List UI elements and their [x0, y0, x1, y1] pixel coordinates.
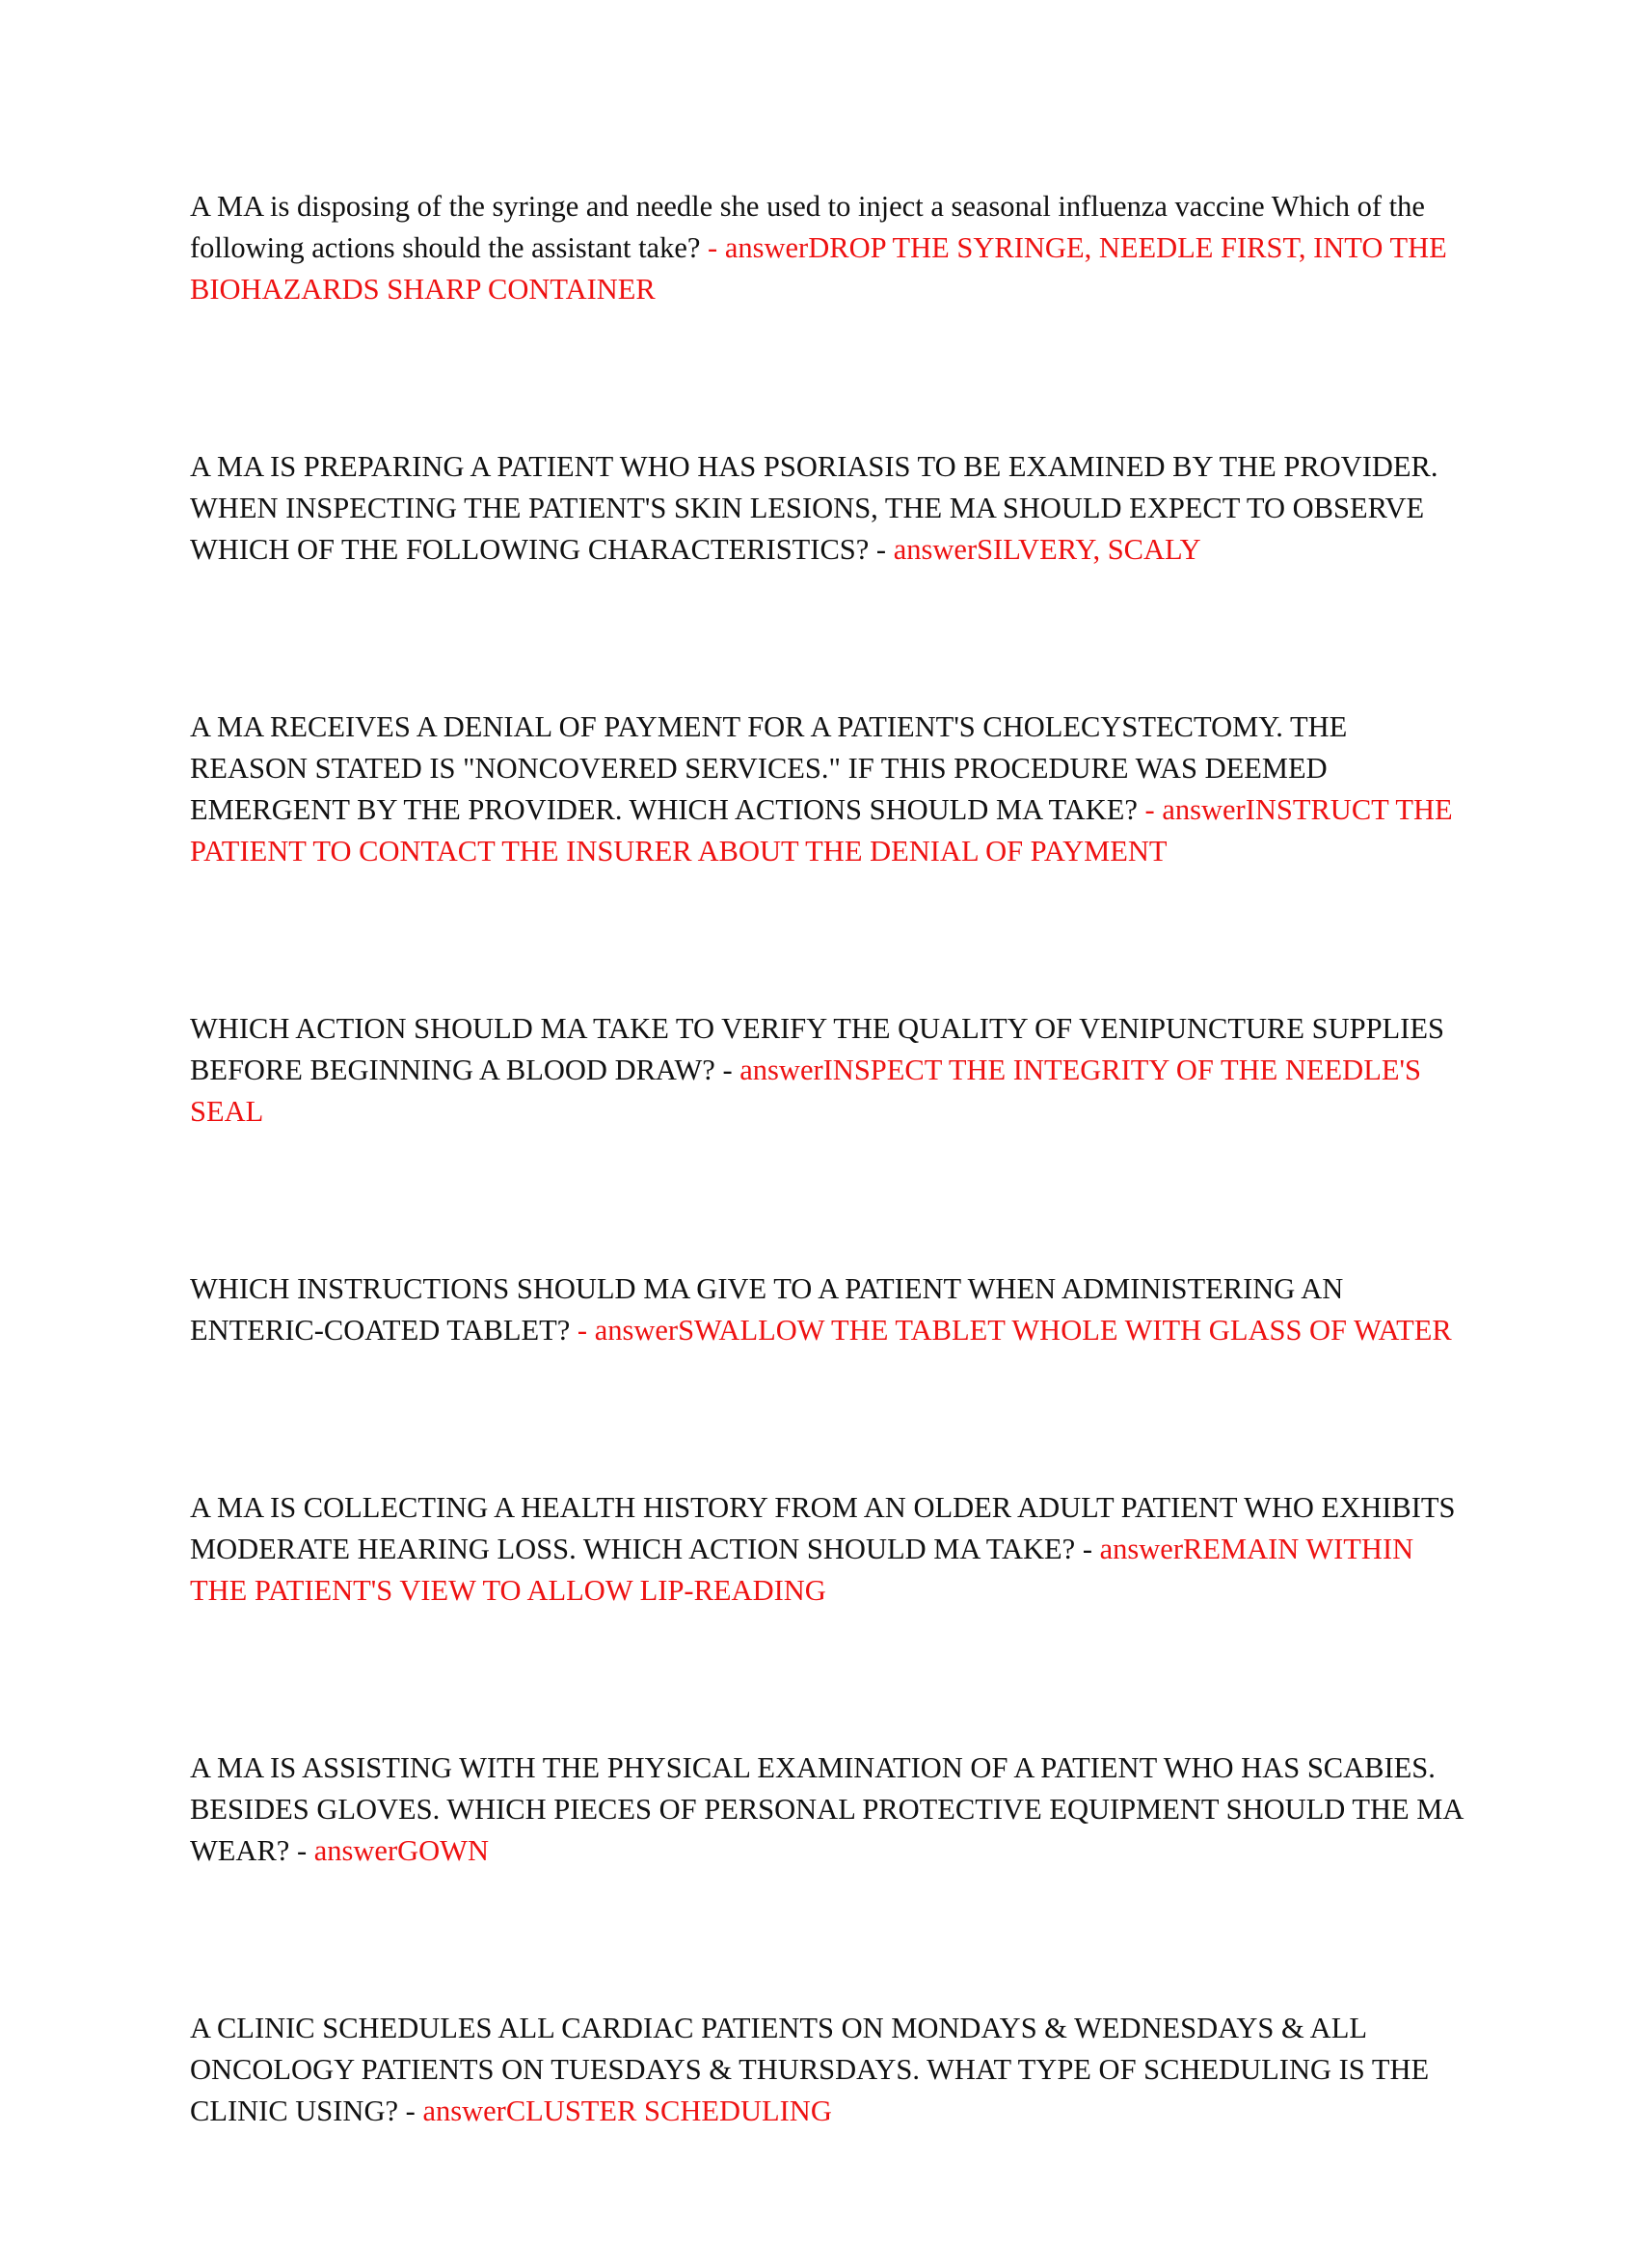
- question-text: A MA RECEIVES A DENIAL OF PAYMENT FOR A PATIENT'S CHOLECYSTECTOMY. THE REASON STATED IS "NONCOVERED SERVICES." IF THIS PROCEDURE WAS DEEMED EMERGENT BY THE PROVIDER. WHICH ACTIONS SHOULD MA TAKE?: [190, 710, 1348, 826]
- answer-text: - answerSWALLOW THE TABLET WHOLE WITH GLASS OF WATER: [577, 1314, 1452, 1347]
- answer-text: answerREMAIN WITHIN THE PATIENT'S VIEW TO ALLOW LIP-READING: [190, 1533, 1414, 1607]
- question-text: A MA is disposing of the syringe and needle she used to inject a seasonal influenza vaccine Which of the following actions should the assistant take?: [190, 190, 1425, 264]
- qa-item-8: [190, 2008, 1463, 2132]
- qa-item-1: [190, 186, 1463, 310]
- question-text: WHICH INSTRUCTIONS SHOULD MA GIVE TO A PATIENT WHEN ADMINISTERING AN ENTERIC-COATED TABLET?: [190, 1272, 1344, 1347]
- qa-item-4: [190, 1008, 1463, 1133]
- answer-text: answerINSPECT THE INTEGRITY OF THE NEEDLE'S SEAL: [190, 1054, 1421, 1128]
- question-text: WHICH ACTION SHOULD MA TAKE TO VERIFY THE QUALITY OF VENIPUNCTURE SUPPLIES BEFORE BEGINNING A BLOOD DRAW? -: [190, 1012, 1444, 1086]
- question-text: A MA IS COLLECTING A HEALTH HISTORY FROM AN OLDER ADULT PATIENT WHO EXHIBITS MODERATE HEARING LOSS. WHICH ACTION SHOULD MA TAKE? -: [190, 1491, 1456, 1565]
- qa-item-7: [190, 1748, 1463, 1872]
- question-text: A MA IS ASSISTING WITH THE PHYSICAL EXAMINATION OF A PATIENT WHO HAS SCABIES. BESIDES GLOVES. WHICH PIECES OF PERSONAL PROTECTIVE EQUIPMENT SHOULD THE MA WEAR? -: [190, 1751, 1463, 1867]
- answer-text: answerCLUSTER SCHEDULING: [422, 2095, 832, 2127]
- qa-item-5: [190, 1268, 1463, 1351]
- document-page: [190, 186, 1463, 2268]
- answer-text: - answerDROP THE SYRINGE, NEEDLE FIRST, INTO THE BIOHAZARDS SHARP CONTAINER: [190, 231, 1447, 306]
- answer-text: - answerINSTRUCT THE PATIENT TO CONTACT THE INSURER ABOUT THE DENIAL OF PAYMENT: [190, 793, 1453, 867]
- answer-text: answerGOWN: [313, 1834, 489, 1867]
- qa-item-6: [190, 1487, 1463, 1612]
- question-text: A MA IS PREPARING A PATIENT WHO HAS PSORIASIS TO BE EXAMINED BY THE PROVIDER. WHEN INSPECTING THE PATIENT'S SKIN LESIONS, THE MA SHOULD EXPECT TO OBSERVE WHICH OF THE FOLLOWING CHARACTERISTICS? -: [190, 450, 1438, 566]
- answer-text: answerSILVERY, SCALY: [893, 533, 1201, 566]
- question-text: A CLINIC SCHEDULES ALL CARDIAC PATIENTS ON MONDAYS & WEDNESDAYS & ALL ONCOLOGY PATIENTS ON TUESDAYS & THURSDAYS. WHAT TYPE OF SCHEDULING IS THE CLINIC USING? -: [190, 2012, 1430, 2127]
- qa-item-3: [190, 707, 1463, 872]
- qa-item-2: [190, 446, 1463, 571]
